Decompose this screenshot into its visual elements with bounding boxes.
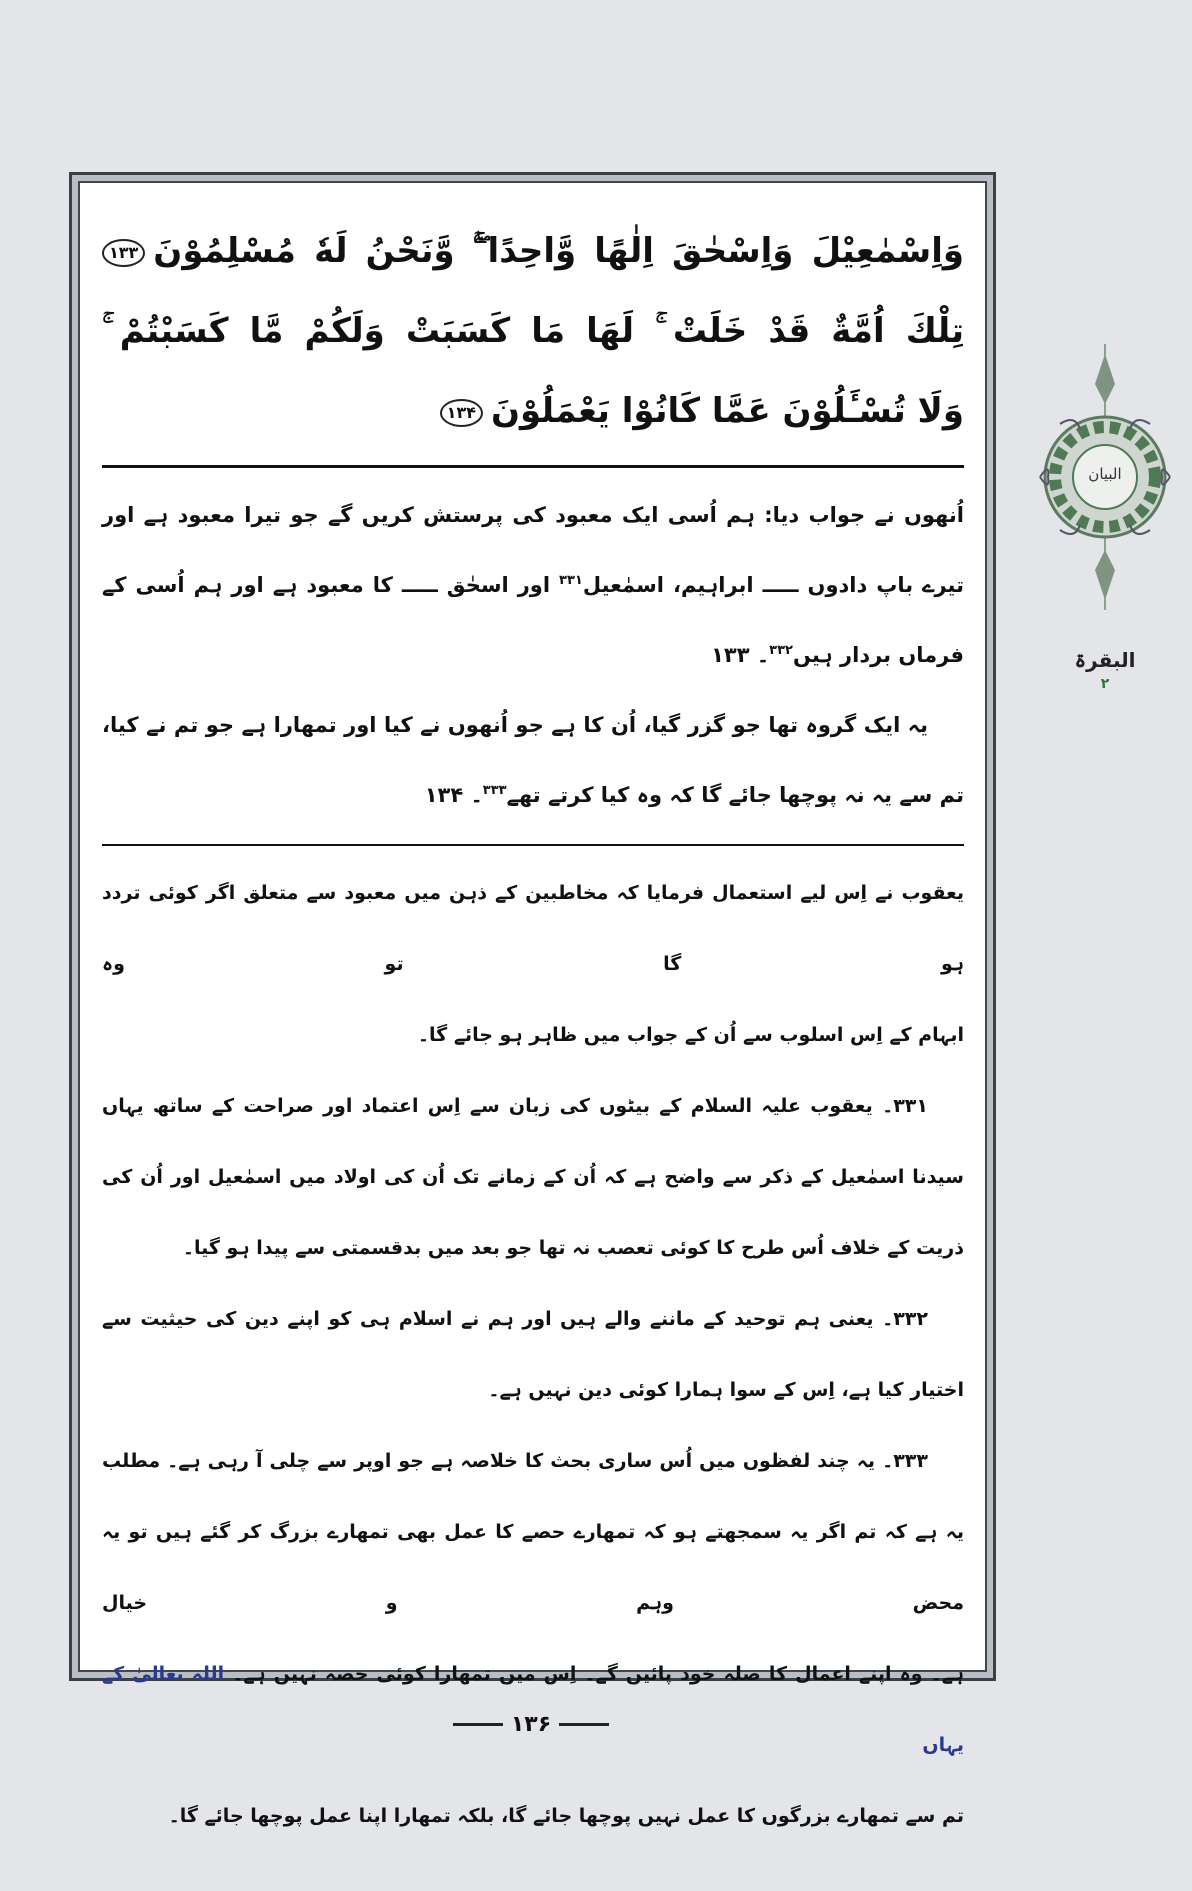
translation-text: تم سے یہ نہ پوچھا جائے گا کہ وہ کیا کرتے تھے	[506, 783, 964, 807]
highlighted-text: اللہ تعالیٰ کے یہاں	[102, 1663, 964, 1756]
translation-line	[102, 550, 964, 620]
page-content	[80, 183, 986, 1852]
translation-line	[102, 760, 964, 830]
commentary-text: یہ ہے کہ تم اگر یہ سمجھتے ہو کہ تمھارے حصے کا عمل بھی تمھارے بزرگ کر گئے ہیں تو یہ محض وہم و خیال	[102, 1521, 964, 1614]
ayah-marker: ۱۳۳	[102, 239, 145, 267]
page-number	[446, 1712, 616, 1737]
surah-name: البقرۃ	[1074, 648, 1136, 672]
commentary-line	[102, 1497, 964, 1639]
translation-line	[102, 620, 964, 690]
translation-text: ۔ ۱۳۳	[711, 643, 770, 667]
commentary-line	[102, 1426, 964, 1497]
commentary-line	[102, 1142, 964, 1213]
commentary-text: یعقوب نے اِس لیے استعمال فرمایا کہ مخاطبین کے ذہن میں معبود سے متعلق اگر کوئی تردد ہو گا تو وہ	[102, 882, 964, 975]
divider	[453, 1723, 503, 1726]
page-number-text: ۱۳۶	[510, 1712, 552, 1737]
commentary-line	[102, 1284, 964, 1355]
quran-line	[102, 211, 964, 291]
commentary-text: اختیار کیا ہے، اِس کے سوا ہمارا کوئی دین نہیں ہے۔	[488, 1379, 964, 1401]
divider	[559, 1723, 609, 1726]
quran-text: وَلَا تُسْـَٔلُوْنَ عَمَّا كَانُوْا يَعْمَلُوْنَ	[490, 391, 964, 431]
translation-text: ۔ ۱۳۴	[424, 783, 483, 807]
commentary-text: تم سے تمھارے بزرگوں کا عمل نہیں پوچھا جائے گا، بلکہ تمھارا اپنا عمل پوچھا جائے گا۔	[168, 1805, 964, 1827]
translation-text: فرماں بردار ہیں	[792, 643, 964, 667]
translation-text: اور اسحٰق ـــــ کا معبود ہے اور ہم اُسی کے	[102, 573, 560, 597]
translation-text: اُنھوں نے جواب دیا: ہم اُسی ایک معبود کی پرستش کریں گے جو تیرا معبود ہے اور	[102, 503, 964, 527]
footnote-ref[interactable]: ۳۳۲	[769, 643, 793, 658]
commentary-line	[102, 1781, 964, 1852]
ayah-marker: ۱۳۴	[440, 399, 483, 427]
footnote-ref[interactable]: ۳۳۱	[559, 573, 583, 588]
translation-line	[102, 690, 964, 760]
commentary-text: ہے۔ وہ اپنے اعمال کا صلہ خود پائیں گے۔ اِس میں تمھارا کوئی حصہ نہیں ہے۔	[224, 1663, 964, 1685]
commentary-line	[102, 858, 964, 1000]
commentary-line	[102, 1000, 964, 1071]
quran-line	[102, 291, 964, 371]
commentary-text: ۳۳۱۔ یعقوب علیہ السلام کے بیٹوں کی زبان سے اِس اعتماد اور صراحت کے ساتھ یہاں	[102, 1095, 928, 1117]
commentary-line	[102, 1355, 964, 1426]
translation-text: یہ ایک گروہ تھا جو گزر گیا، اُن کا ہے جو اُنھوں نے کیا اور تمھارا ہے جو تم نے کیا،	[102, 713, 928, 737]
commentary-text: سیدنا اسمٰعیل کے ذکر سے واضح ہے کہ اُن کے زمانے تک اُن کی اولاد میں اسمٰعیل اور اُن کی	[102, 1166, 964, 1188]
commentary-text: ۳۳۲۔ یعنی ہم توحید کے ماننے والے ہیں اور ہم نے اسلام ہی کو اپنے دین کی حیثیت سے	[102, 1308, 928, 1330]
commentary-text: ابہام کے اِس اسلوب سے اُن کے جواب میں ظاہر ہو جائے گا۔	[417, 1024, 964, 1046]
commentary-line	[102, 1639, 964, 1781]
quran-line	[102, 371, 964, 451]
commentary-text: ۳۳۳۔ یہ چند لفظوں میں اُس ساری بحث کا خلاصہ ہے جو اوپر سے چلی آ رہی ہے۔ مطلب	[102, 1450, 928, 1472]
translation-line	[102, 480, 964, 550]
divider	[102, 465, 964, 468]
commentary-line	[102, 1071, 964, 1142]
footnote-ref[interactable]: ۳۳۳	[482, 783, 507, 798]
divider	[102, 844, 964, 846]
quran-text: وَاِسْمٰعِيْلَ وَاِسْحٰقَ اِلٰهًا وَّاحِدًا ۖۚ وَّنَحْنُ لَهٗ مُسْلِمُوْنَ	[153, 231, 964, 271]
commentary-line	[102, 1213, 964, 1284]
commentary-text: ذریت کے خلاف اُس طرح کا کوئی تعصب نہ تھا جو بعد میں بدقسمتی سے پیدا ہو گیا۔	[182, 1237, 964, 1259]
quran-text: تِلْكَ اُمَّةٌ قَدْ خَلَتْ ۚ لَهَا مَا كَسَبَتْ وَلَكُمْ مَّا كَسَبْتُمْ ۚ	[102, 311, 964, 351]
translation-text: تیرے باپ دادوں ـــــ ابراہیم، اسمٰعیل	[582, 573, 964, 597]
ornament-title: البیان	[1088, 465, 1122, 483]
surah-number: ۲	[1100, 676, 1110, 692]
